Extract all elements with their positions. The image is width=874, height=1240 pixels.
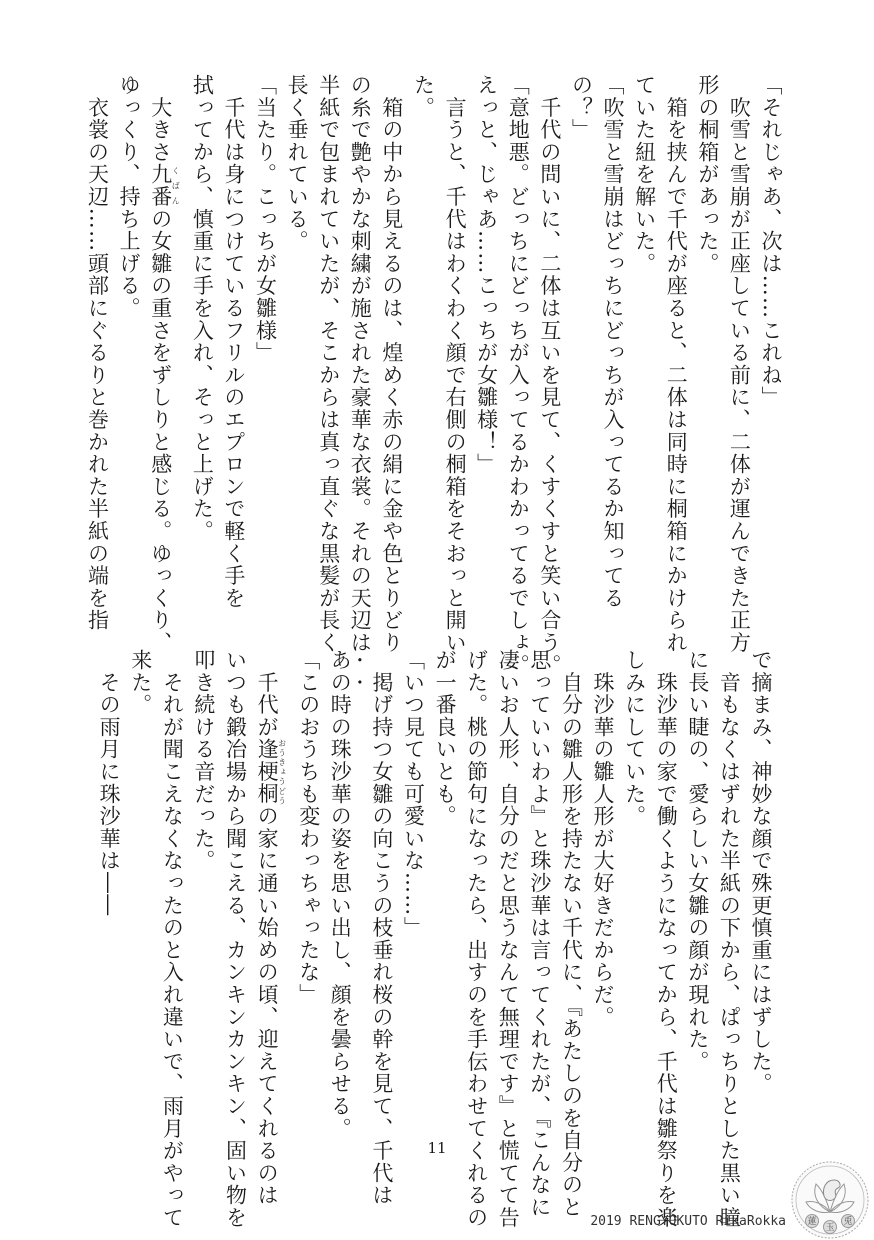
text-line — [251, 649, 287, 1207]
text-span: その雨月に珠沙華は―― — [97, 649, 122, 917]
emphasis-dots-text: あの — [328, 649, 353, 694]
text-line — [533, 74, 565, 677]
text-span: に長い睫の、愛らしい女雛の顔が現れた。 — [685, 649, 710, 1073]
text-line — [460, 649, 492, 1229]
text-span: た。 — [411, 74, 436, 119]
circle-seal-logo — [790, 1160, 870, 1240]
text-line — [438, 74, 470, 654]
text-span: の女雛の重さをずしりと感じる。ゆっくり、 — [148, 207, 173, 654]
text-line — [344, 74, 376, 654]
text-line — [586, 649, 618, 1119]
text-span: 思っていいわよ』と珠沙華は言ってくれたが、『こんなに — [527, 649, 552, 1219]
text-line — [187, 649, 219, 1119]
text-span: それが聞こえなくなったのと入れ違いで、雨月がやって — [160, 649, 185, 1229]
text-span: えっと、じゃあ……こっちが女雛様！」 — [474, 74, 499, 476]
text-line — [365, 649, 397, 1207]
text-span: ゆっくり、持ち上げる。 — [117, 74, 142, 320]
seal-char: 蓮 — [807, 1217, 817, 1227]
text-line — [596, 74, 628, 619]
ruby-word: 九番くばん — [148, 163, 181, 208]
ruby-reading: くばん — [171, 163, 181, 208]
text-line — [428, 649, 460, 1119]
seal-char: 兎 — [843, 1217, 853, 1227]
text-span: ていた紐を解いた。 — [632, 74, 657, 275]
text-span: 「吹雪と雪崩はどっちにどっちが入ってるか知ってる — [601, 74, 626, 610]
text-line — [555, 649, 587, 1219]
text-span: 拭ってから、慎重に手を入れ、そっと上げた。 — [190, 74, 215, 543]
footer-credit: 2019 RENGYOKUTO RikaRokka — [590, 1214, 786, 1229]
text-line — [660, 74, 692, 654]
text-span: で摘まみ、神妙な顔で殊更慎重にはずした。 — [749, 649, 773, 1095]
text-span: 「意地悪。どっちにどっちが入ってるかわかってるでしょ。 — [506, 74, 531, 677]
text-line — [691, 74, 723, 619]
text-span: いつも鍛冶場から聞こえる、カンキンカンキン、固い物を — [223, 649, 248, 1229]
text-line — [618, 649, 650, 1119]
text-line — [144, 74, 181, 654]
text-line — [628, 74, 660, 619]
text-span: 「それじゃあ、次は……これね」 — [759, 74, 783, 409]
text-line — [156, 649, 188, 1229]
text-line — [375, 74, 407, 654]
ruby-word: 逢梗桐おうきょうどう — [255, 738, 287, 806]
text-line — [281, 74, 313, 619]
text-span: 箱の中から見えるのは、煌めく赤の絹に金や色とりどり — [379, 74, 404, 654]
text-span: 自分の雛人形を持たない千代に、『あたしのを自分のと — [559, 649, 584, 1219]
text-span: 「当たり。こっちが女雛様」 — [253, 74, 278, 364]
text-span: 珠沙華の家で働くようになってから、千代は雛祭りを楽 — [654, 649, 679, 1229]
text-span: 大きさ — [148, 74, 173, 164]
text-line — [219, 649, 251, 1229]
text-line — [397, 649, 429, 1119]
text-span: の糸で艶やかな刺繍が施された豪華な衣裳。それの天辺は — [348, 74, 373, 654]
text-span: 「このおうちも変わっちゃったな」 — [296, 649, 321, 1006]
ruby-reading: おうきょうどう — [277, 738, 287, 806]
text-line — [502, 74, 534, 677]
text-line — [292, 649, 324, 1119]
page-number: 11 — [427, 1139, 447, 1157]
text-line — [754, 74, 786, 619]
text-span: 形の桐箱があった。 — [695, 74, 720, 275]
text-line — [565, 74, 597, 619]
text-span: げた。桃の節句になったら、出すのを手伝わせてくれるの — [464, 649, 489, 1229]
text-line — [713, 649, 745, 1229]
text-span: が一番良いとも。 — [433, 649, 458, 828]
text-line — [113, 74, 145, 619]
text-line — [217, 74, 249, 619]
text-span: 長く垂れている。 — [285, 74, 310, 253]
text-span: 衣裳の天辺……頭部にぐるりと巻かれた半紙の端を指 — [85, 74, 110, 632]
text-span: 半紙で包まれていたが、そこからは真っ直ぐな黒髪が長く — [316, 74, 341, 654]
text-line — [312, 74, 344, 654]
text-span: 言うと、千代はわくわく顔で右側の桐箱をそおっと開い — [443, 74, 468, 654]
text-line — [723, 74, 755, 654]
text-line — [407, 74, 439, 619]
text-span: 掲げ持つ女雛の向こうの枝垂れ桜の幹を見て、千代は — [369, 649, 394, 1207]
text-line — [81, 74, 113, 632]
text-span: 千代の問いに、二体は互いを見て、くすくすと笑い合う。 — [537, 74, 562, 677]
text-line — [523, 649, 555, 1219]
text-line — [744, 649, 776, 1119]
text-span: 千代が — [255, 649, 280, 739]
text-span: 珠沙華の雛人形が大好きだからだ。 — [591, 649, 616, 1029]
text-span: 叩き続ける音だった。 — [191, 649, 216, 872]
text-line — [93, 649, 125, 1119]
seal-char: 玉 — [825, 1223, 835, 1233]
text-line — [186, 74, 218, 619]
text-span: 千代は身につけているフリルのエプロンで軽く手を — [221, 74, 246, 610]
text-line — [249, 74, 281, 619]
text-line — [492, 649, 524, 1229]
text-span: しみにしていた。 — [622, 649, 647, 828]
text-line — [124, 649, 156, 1119]
text-line — [681, 649, 713, 1119]
text-span: の？」 — [569, 74, 594, 141]
text-span: 来た。 — [128, 649, 153, 716]
text-line — [470, 74, 502, 619]
text-line — [650, 649, 682, 1229]
text-span: 「いつ見ても可愛いな……」 — [401, 649, 426, 939]
text-span: 時の珠沙華の姿を思い出し、顔を曇らせる。 — [328, 693, 353, 1140]
text-span: 吹雪と雪崩が正座している前に、二体が運んできた正方 — [727, 74, 752, 654]
text-span: の家に通い始めの頃、迎えてくれるのは — [255, 805, 280, 1207]
text-span: 凄いお人形、自分のだと思うなんて無理です』と慌てて告 — [496, 649, 521, 1229]
text-span: 箱を挟んで千代が座ると、二体は同時に桐箱にかけられ — [664, 74, 689, 654]
text-line — [324, 649, 366, 1140]
text-span: 音もなくはずれた半紙の下から、ぱっちりとした黒い瞳 — [717, 649, 742, 1229]
